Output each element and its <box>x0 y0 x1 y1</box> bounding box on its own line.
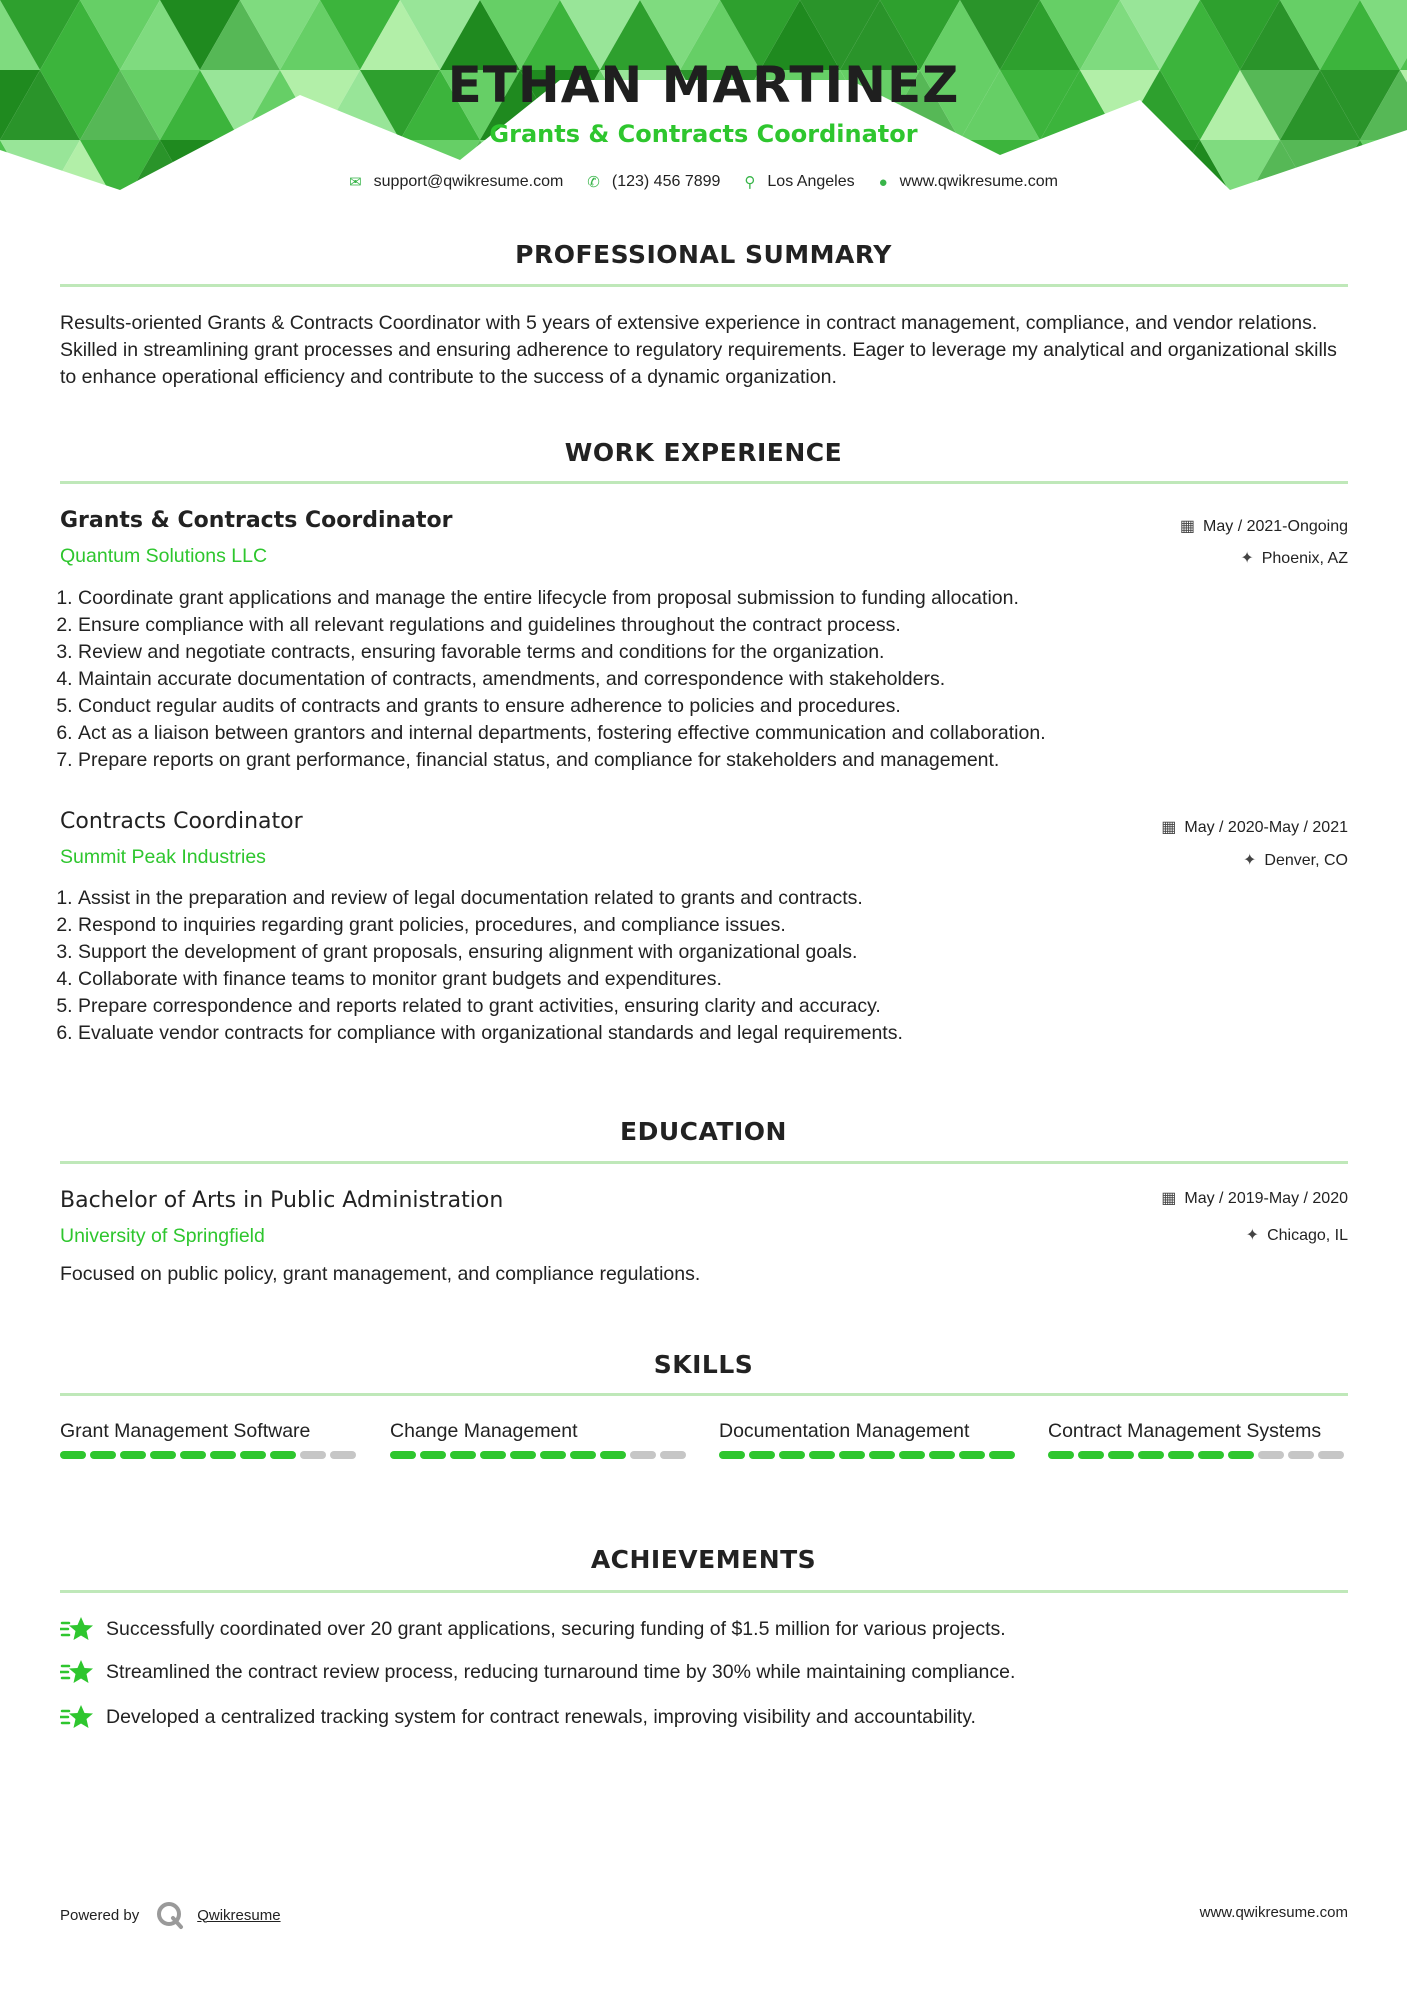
skill-level-segment <box>1198 1451 1224 1459</box>
qwikresume-logo-icon <box>155 1900 185 1930</box>
skill-name: Change Management <box>390 1420 578 1442</box>
skill-level-segment <box>839 1451 865 1459</box>
skill-level-segment <box>420 1451 446 1459</box>
skill-level-segment <box>1168 1451 1194 1459</box>
list-item: 5. Conduct regular audits of contracts and grants to ensure adherence to policies and procedures. <box>78 693 1378 720</box>
header-banner <box>0 0 1407 200</box>
pin-icon: ✦ <box>1245 1227 1260 1244</box>
skill-level-segment <box>300 1451 326 1459</box>
skill-item <box>60 1417 360 1459</box>
summary-heading: PROFESSIONAL SUMMARY <box>515 240 892 269</box>
skill-level-segment <box>60 1451 86 1459</box>
skill-name: Grant Management Software <box>60 1420 311 1442</box>
list-item: 6. Evaluate vendor contracts for compliance with organizational standards and legal requirements. <box>78 1020 1378 1047</box>
star-icon <box>60 1702 94 1732</box>
calendar-icon: ▦ <box>1161 1190 1177 1207</box>
skill-level-segment <box>779 1451 805 1459</box>
map-marker-icon: ⚲ <box>744 174 756 191</box>
skill-level-segment <box>929 1451 955 1459</box>
contact-email[interactable] <box>349 173 563 191</box>
education-location: ✦ Chicago, IL <box>1245 1227 1348 1244</box>
skill-level-segment <box>450 1451 476 1459</box>
skill-level-segment <box>1258 1451 1284 1459</box>
skill-level-segment <box>210 1451 236 1459</box>
phone-text: (123) 456 7899 <box>611 173 721 190</box>
skill-level-segment <box>120 1451 146 1459</box>
achievement-text: Streamlined the contract review process, reducing turnaround time by 30% while maintaining compliance. <box>106 1660 1016 1683</box>
skill-level-segment <box>510 1451 536 1459</box>
candidate-role: Grants & Contracts Coordinator <box>489 120 918 148</box>
job-company: Quantum Solutions LLC <box>60 545 268 567</box>
skill-name: Documentation Management <box>719 1420 970 1442</box>
job-date: ▦ May / 2021-Ongoing <box>1179 518 1348 535</box>
list-item: 2. Respond to inquiries regarding grant policies, procedures, and compliance issues. <box>78 912 1378 939</box>
contact-bar <box>0 173 1407 191</box>
list-item: 2. Ensure compliance with all relevant regulations and guidelines throughout the contract process. <box>78 612 1378 639</box>
website-text: www.qwikresume.com <box>899 173 1058 190</box>
achievement-text: Developed a centralized tracking system for contract renewals, improving visibility and accountability. <box>106 1705 976 1728</box>
skill-level-segment <box>570 1451 596 1459</box>
skill-level-bar <box>60 1451 360 1459</box>
globe-icon: ● <box>878 173 888 191</box>
skill-level-segment <box>1288 1451 1314 1459</box>
skill-level-segment <box>959 1451 985 1459</box>
skill-level-segment <box>330 1451 356 1459</box>
skill-level-segment <box>600 1451 626 1459</box>
list-item: 4. Collaborate with finance teams to monitor grant budgets and expenditures. <box>78 966 1378 993</box>
skill-level-segment <box>809 1451 835 1459</box>
job-company: Summit Peak Industries <box>60 846 266 868</box>
skill-level-segment <box>390 1451 416 1459</box>
skill-level-segment <box>240 1451 266 1459</box>
star-icon <box>60 1614 94 1644</box>
skill-level-segment <box>180 1451 206 1459</box>
job-duties-list <box>52 585 1378 774</box>
job-title: Grants & Contracts Coordinator <box>60 508 453 533</box>
skill-level-segment <box>540 1451 566 1459</box>
footer-website[interactable]: www.qwikresume.com <box>1199 1904 1348 1921</box>
brand-link[interactable]: Qwikresume <box>197 1906 281 1924</box>
skill-level-segment <box>1318 1451 1344 1459</box>
skill-level-segment <box>480 1451 506 1459</box>
education-heading: EDUCATION <box>620 1117 787 1146</box>
skill-level-bar <box>390 1451 690 1459</box>
email-text: support@qwikresume.com <box>373 173 564 190</box>
skill-level-segment <box>1228 1451 1254 1459</box>
job-location: ✦ Denver, CO <box>1243 852 1348 869</box>
achievement-text: Successfully coordinated over 20 grant applications, securing funding of $1.5 million for various projects. <box>106 1617 1006 1640</box>
summary-divider <box>60 284 1348 287</box>
skill-level-segment <box>1078 1451 1104 1459</box>
skill-level-segment <box>899 1451 925 1459</box>
list-item: 1. Assist in the preparation and review of legal documentation related to grants and contracts. <box>78 885 1378 912</box>
skill-level-segment <box>1138 1451 1164 1459</box>
achievement-item <box>60 1702 976 1732</box>
candidate-name: ETHAN MARTINEZ <box>447 56 960 114</box>
skill-item <box>719 1417 1019 1459</box>
education-divider <box>60 1161 1348 1164</box>
star-icon <box>60 1657 94 1687</box>
skill-level-segment <box>90 1451 116 1459</box>
list-item: 6. Act as a liaison between grantors and internal departments, fostering effective communication and collaboration. <box>78 720 1378 747</box>
calendar-icon: ▦ <box>1161 819 1177 836</box>
skill-level-segment <box>270 1451 296 1459</box>
phone-icon: ✆ <box>587 174 600 191</box>
skill-level-segment <box>150 1451 176 1459</box>
list-item: 3. Support the development of grant proposals, ensuring alignment with organizational goals. <box>78 939 1378 966</box>
powered-by-text: Powered by <box>60 1906 140 1924</box>
experience-heading: WORK EXPERIENCE <box>564 438 843 467</box>
list-item: 4. Maintain accurate documentation of contracts, amendments, and correspondence with stakeholders. <box>78 666 1378 693</box>
contact-phone[interactable] <box>587 173 720 191</box>
education-date: ▦ May / 2019-May / 2020 <box>1161 1190 1348 1207</box>
skill-level-segment <box>719 1451 745 1459</box>
list-item: 1. Coordinate grant applications and manage the entire lifecycle from proposal submission to funding allocation. <box>78 585 1378 612</box>
degree-title: Bachelor of Arts in Public Administration <box>60 1188 504 1213</box>
achievements-divider <box>60 1590 1348 1593</box>
envelope-icon: ✉ <box>349 174 362 191</box>
footer-powered <box>60 1900 281 1930</box>
job-location: ✦ Phoenix, AZ <box>1240 550 1348 567</box>
experience-divider <box>60 481 1348 484</box>
pin-icon: ✦ <box>1243 852 1257 869</box>
education-description: Focused on public policy, grant management, and compliance regulations. <box>60 1263 701 1285</box>
job-date: ▦ May / 2020-May / 2021 <box>1161 819 1348 836</box>
skill-level-bar <box>1048 1451 1348 1459</box>
skill-item <box>1048 1417 1348 1459</box>
skill-name: Contract Management Systems <box>1048 1420 1322 1442</box>
contact-website[interactable] <box>879 173 1058 191</box>
achievements-heading: ACHIEVEMENTS <box>590 1545 817 1574</box>
job-duties-list <box>52 885 1378 1047</box>
skill-level-segment <box>1048 1451 1074 1459</box>
skill-level-segment <box>1108 1451 1134 1459</box>
achievement-item <box>60 1657 1015 1687</box>
skill-level-bar <box>719 1451 1019 1459</box>
list-item: 3. Review and negotiate contracts, ensuring favorable terms and conditions for the organization. <box>78 639 1378 666</box>
skills-heading: SKILLS <box>653 1350 754 1379</box>
job-title: Contracts Coordinator <box>60 809 303 834</box>
contact-location <box>744 173 854 191</box>
skill-level-segment <box>630 1451 656 1459</box>
skill-level-segment <box>749 1451 775 1459</box>
calendar-icon: ▦ <box>1179 518 1196 535</box>
skill-level-segment <box>869 1451 895 1459</box>
location-text: Los Angeles <box>767 173 855 190</box>
list-item: 7. Prepare reports on grant performance, financial status, and compliance for stakeholders and management. <box>78 747 1378 774</box>
skills-divider <box>60 1393 1348 1396</box>
summary-text: Results-oriented Grants & Contracts Coordinator with 5 years of extensive experience in contract management, compliance, and vendor relations. Skilled in streamlining grant processes and ensuring adherence to regulatory requirements. Eager to leverage my analytical and organizational skills to enhance operational efficiency and contribute to the success of a dynamic organization. <box>60 312 1337 388</box>
skill-item <box>390 1417 690 1459</box>
skill-level-segment <box>660 1451 686 1459</box>
achievement-item <box>60 1614 1006 1644</box>
pin-icon: ✦ <box>1240 550 1254 567</box>
list-item: 5. Prepare correspondence and reports related to grant activities, ensuring clarity and accuracy. <box>78 993 1378 1020</box>
skill-level-segment <box>989 1451 1015 1459</box>
school-name: University of Springfield <box>60 1225 265 1247</box>
